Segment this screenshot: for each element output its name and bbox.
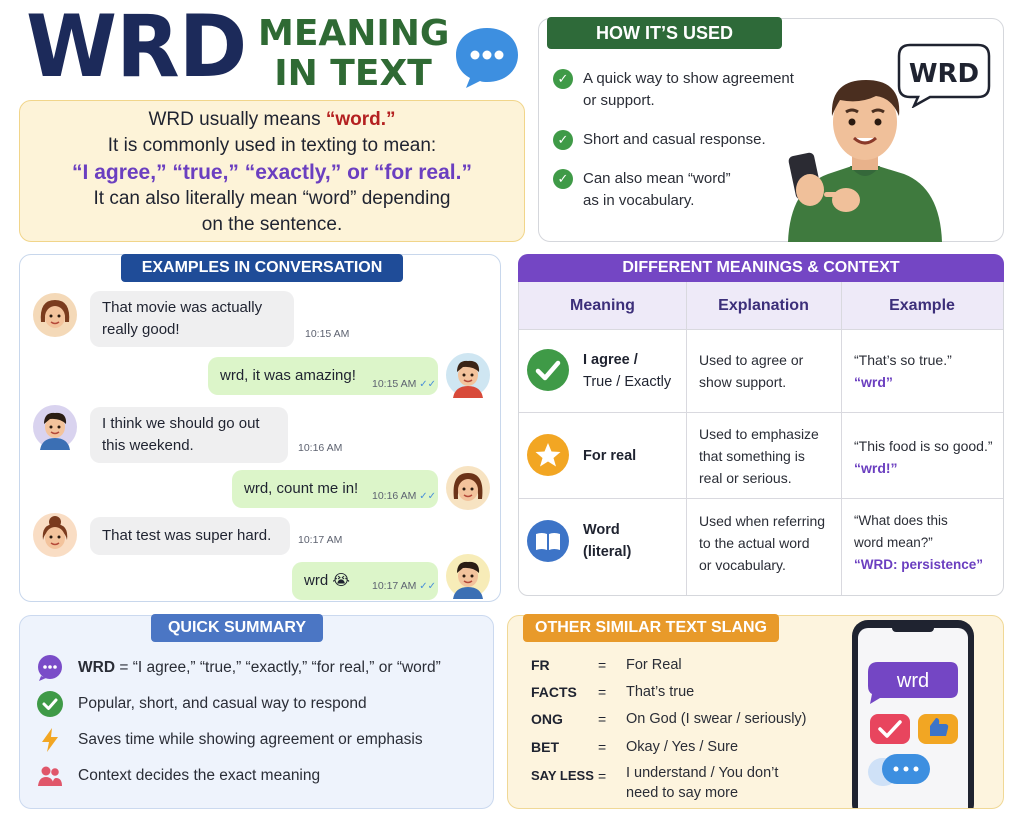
table-divider	[519, 329, 1003, 330]
phone-bubble-text: wrd	[896, 670, 930, 692]
lightning-icon	[36, 726, 64, 754]
subtitle	[258, 14, 448, 94]
message-time: 10:17 AM ✓✓	[372, 580, 437, 592]
check-icon: ✓	[553, 130, 573, 150]
how-used-item: ✓ Short and casual response.	[553, 129, 766, 151]
slang-meaning: I understand / You don’t need to say more	[626, 765, 779, 801]
subtitle-line-1: MEANING	[258, 13, 450, 54]
person-with-phone-illustration	[780, 70, 950, 242]
example-cell: “What does this word mean?” “WRD: persistence”	[854, 513, 984, 572]
examples-heading: EXAMPLES IN CONVERSATION	[121, 254, 403, 282]
slang-abbr: SAY LESS	[531, 768, 594, 783]
column-header-example: Example	[841, 282, 1003, 329]
definition-quote: “I agree,” “true,” “exactly,” or “for real.”	[72, 161, 472, 184]
definition-box	[19, 100, 525, 242]
example-cell: “This food is so good.” “wrd!”	[854, 438, 993, 476]
check-icon	[36, 690, 64, 718]
definition-line-4: It can also literally mean “word” depending	[93, 188, 451, 209]
slang-abbr: FACTS	[531, 684, 577, 700]
definition-word: “word.”	[325, 109, 396, 130]
example-cell: “That’s so true.” “wrd”	[854, 352, 952, 390]
phone-illustration	[850, 618, 976, 808]
slang-meaning: On God (I swear / seriously)	[626, 711, 807, 727]
explanation-cell: Used to emphasize that something is real or serious.	[699, 426, 819, 486]
how-used-item: ✓ Can also mean “word” as in vocabulary.	[553, 168, 731, 212]
slang-abbr: ONG	[531, 711, 563, 727]
check-icon: ✓	[553, 69, 573, 89]
column-header-meaning: Meaning	[519, 282, 686, 329]
message-sent: wrd, count me in!	[232, 470, 438, 508]
message-received: That test was super hard.	[90, 517, 290, 555]
avatar-boy	[32, 404, 78, 450]
slang-meaning: Okay / Yes / Sure	[626, 739, 739, 755]
people-icon	[36, 762, 64, 790]
how-used-heading: HOW IT’S USED	[547, 17, 782, 49]
summary-item: Saves time while showing agreement or emphasis	[36, 726, 423, 754]
slang-abbr: FR	[531, 657, 550, 673]
message-sent: wrd 😭	[292, 562, 438, 600]
read-ticks-icon: ✓✓	[419, 379, 437, 390]
message-received: I think we should go out this weekend.	[90, 407, 288, 463]
slang-heading: OTHER SIMILAR TEXT SLANG	[523, 614, 779, 642]
definition-line-5: on the sentence.	[201, 214, 343, 235]
summary-item: Popular, short, and casual way to respond	[36, 690, 367, 718]
explanation-cell: Used when referring to the actual word or vocabulary.	[699, 513, 826, 573]
read-ticks-icon: ✓✓	[419, 491, 437, 502]
slang-equals: =	[598, 657, 607, 673]
summary-item: WRD = “I agree,” “true,” “exactly,” “for real,” or “word”	[36, 654, 441, 682]
check-icon: ✓	[553, 169, 573, 189]
meaning-cell: For real	[583, 448, 637, 464]
chat-bubble-icon	[452, 24, 522, 90]
message-time: 10:17 AM	[298, 534, 343, 546]
table-divider	[519, 412, 1003, 413]
message-received: That movie was actually really good!	[90, 291, 294, 347]
book-icon	[527, 520, 569, 562]
main-title: WRD	[26, 0, 247, 97]
slang-meaning: That’s true	[626, 684, 695, 700]
message-time: 10:15 AM	[305, 328, 350, 340]
avatar-girl	[32, 512, 78, 558]
subtitle-line-2: IN TEXT	[274, 53, 432, 94]
check-icon	[527, 349, 569, 391]
avatar-girl	[32, 292, 78, 338]
summary-item: Context decides the exact meaning	[36, 762, 320, 790]
explanation-cell: Used to agree or show support.	[699, 352, 804, 390]
definition-line-2: It is commonly used in texting to mean:	[107, 135, 437, 156]
message-sent: wrd, it was amazing!	[208, 357, 438, 395]
slang-meaning: For Real	[626, 657, 682, 673]
speech-bubble-text: WRD	[908, 59, 980, 89]
meaning-cell: Word (literal)	[583, 522, 632, 560]
avatar-boy	[445, 553, 491, 599]
chat-bubble-icon	[36, 654, 64, 682]
avatar-boy	[445, 352, 491, 398]
message-time: 10:16 AM	[298, 442, 343, 454]
message-time: 10:15 AM ✓✓	[372, 378, 437, 390]
message-time: 10:16 AM ✓✓	[372, 490, 437, 502]
meanings-heading: DIFFERENT MEANINGS & CONTEXT	[518, 254, 1004, 282]
summary-heading: QUICK SUMMARY	[151, 614, 323, 642]
slang-equals: =	[598, 684, 607, 700]
definition-line-1: WRD usually means “word.”	[148, 109, 396, 130]
meaning-cell: I agree / True / Exactly	[583, 352, 672, 390]
avatar-girl	[445, 465, 491, 511]
slang-equals: =	[598, 711, 607, 727]
star-icon	[527, 434, 569, 476]
slang-equals: =	[598, 739, 607, 755]
read-ticks-icon: ✓✓	[419, 581, 437, 592]
how-used-item: ✓ A quick way to show agreement or support.	[553, 68, 794, 112]
slang-abbr: BET	[531, 739, 559, 755]
column-header-explanation: Explanation	[686, 282, 841, 329]
table-divider	[519, 498, 1003, 499]
slang-equals: =	[598, 768, 607, 784]
